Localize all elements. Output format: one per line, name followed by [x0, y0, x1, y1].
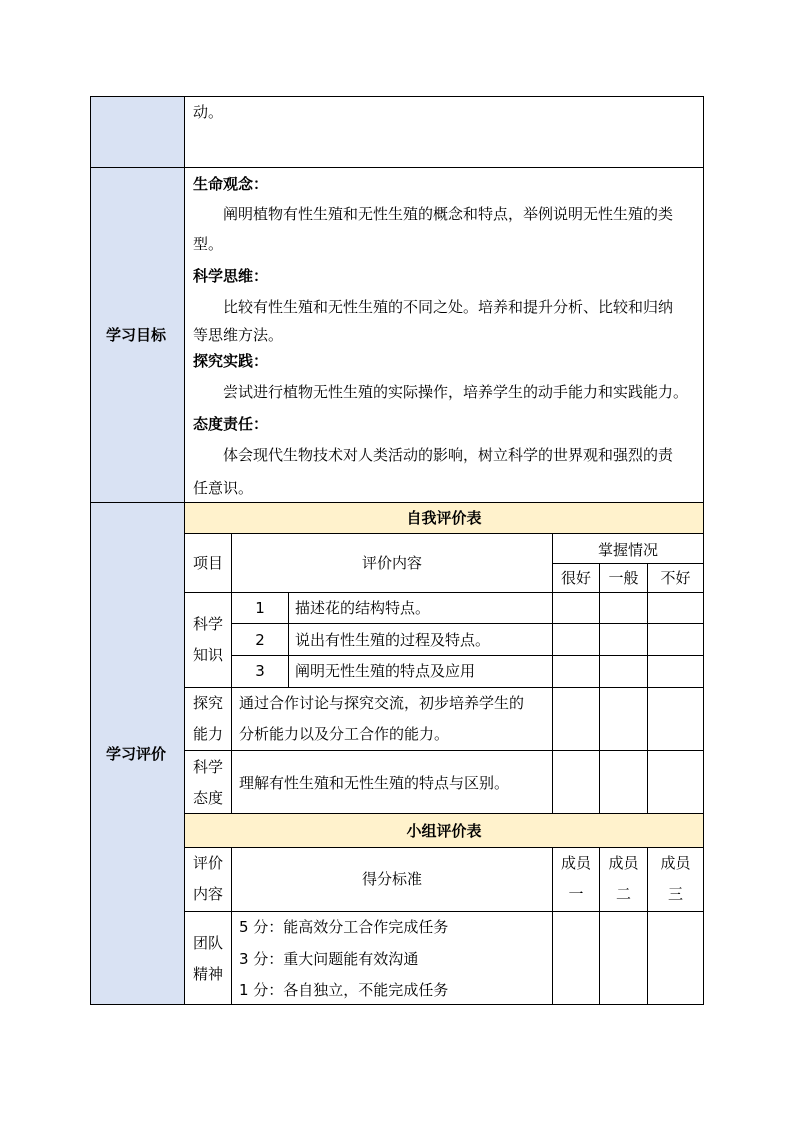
sk-row2-bottom	[231, 655, 704, 656]
group-table-title: 小组评价表	[406, 822, 482, 840]
group-header-bottom	[184, 911, 704, 912]
header-mastery: 掌握情况	[597, 541, 658, 559]
group-header-member: 三	[667, 885, 683, 903]
header-level-medium: 一般	[608, 569, 639, 587]
objective-heading-practice: 探究实践：	[193, 352, 269, 370]
group-header-content: 评价	[192, 854, 223, 872]
objective-line: 等思维方法。	[193, 326, 284, 344]
sk-row1-bottom	[231, 623, 704, 624]
sk-bottom	[184, 687, 704, 688]
objective-line: 比较有性生殖和无性生殖的不同之处。培养和提升分析、比较和归纳	[223, 298, 674, 316]
row-text: 描述花的结构特点。	[295, 599, 431, 617]
group-header-member: 成员	[608, 854, 639, 872]
table-bottom-border	[90, 1004, 704, 1005]
continued-text: 动。	[193, 103, 224, 121]
group-header-member: 一	[568, 885, 584, 903]
category-inquiry: 能力	[192, 725, 223, 743]
row-number: 3	[255, 662, 265, 680]
team-criterion: 5 分：能高效分工合作完成任务	[239, 918, 449, 936]
inquiry-text: 通过合作讨论与探究交流，初步培养学生的	[239, 694, 525, 712]
table-left-border	[90, 96, 91, 1005]
header-item: 项目	[192, 554, 223, 572]
category-inquiry: 探究	[192, 694, 223, 712]
mastery-split	[552, 563, 704, 564]
objective-heading-life: 生命观念：	[193, 175, 269, 193]
label-column-top-bg	[91, 97, 184, 167]
group-header-standard: 得分标准	[361, 870, 422, 888]
evaluation-label: 学习评价	[106, 745, 167, 763]
inquiry-text: 分析能力以及分工合作的能力。	[239, 725, 450, 743]
objective-line: 阐明植物有性生殖和无性生殖的概念和特点，举例说明无性生殖的类	[223, 205, 674, 223]
row-text: 说出有性生殖的过程及特点。	[295, 631, 491, 649]
self-table-bottom	[184, 813, 704, 814]
category-science-knowledge: 知识	[192, 646, 223, 664]
row-divider-1	[90, 167, 704, 168]
self-col-number	[288, 592, 289, 688]
row-number: 1	[255, 599, 265, 617]
team-criterion: 3 分：重大问题能有效沟通	[239, 950, 419, 968]
inquiry-bottom	[184, 750, 704, 751]
header-level-good: 很好	[560, 569, 591, 587]
table-right-border	[703, 96, 704, 1005]
objective-heading-thinking: 科学思维：	[193, 267, 269, 285]
self-col-good	[599, 563, 600, 814]
group-header-member: 成员	[660, 854, 691, 872]
group-title-bottom	[184, 847, 704, 848]
group-header-member: 成员	[560, 854, 591, 872]
objectives-label: 学习目标	[106, 326, 167, 344]
objective-line: 型。	[193, 235, 224, 253]
category-team-spirit: 精神	[192, 965, 223, 983]
self-header-bottom	[184, 592, 704, 593]
row-text: 阐明无性生殖的特点及应用	[295, 662, 476, 680]
team-criterion: 1 分：各自独立，不能完成任务	[239, 981, 449, 999]
row-divider-2	[90, 502, 704, 503]
group-header-content: 内容	[192, 885, 223, 903]
table-top-border	[90, 96, 704, 97]
objective-heading-attitude: 态度责任：	[193, 415, 269, 433]
attitude-text: 理解有性生殖和无性生殖的特点与区别。	[239, 774, 510, 792]
objective-line: 任意识。	[193, 479, 254, 497]
self-col-medium	[647, 563, 648, 814]
category-science-knowledge: 科学	[192, 615, 223, 633]
header-level-poor: 不好	[660, 569, 691, 587]
self-title-bottom	[184, 533, 704, 534]
objective-line: 体会现代生物技术对人类活动的影响，树立科学的世界观和强烈的责	[223, 446, 674, 464]
category-attitude: 科学	[192, 758, 223, 776]
group-header-member: 二	[615, 885, 631, 903]
category-team-spirit: 团队	[192, 934, 223, 952]
header-content: 评价内容	[361, 554, 422, 572]
objective-line: 尝试进行植物无性生殖的实际操作，培养学生的动手能力和实践能力。	[223, 383, 689, 401]
category-attitude: 态度	[192, 789, 223, 807]
row-number: 2	[255, 631, 265, 649]
self-table-title: 自我评价表	[406, 509, 482, 527]
